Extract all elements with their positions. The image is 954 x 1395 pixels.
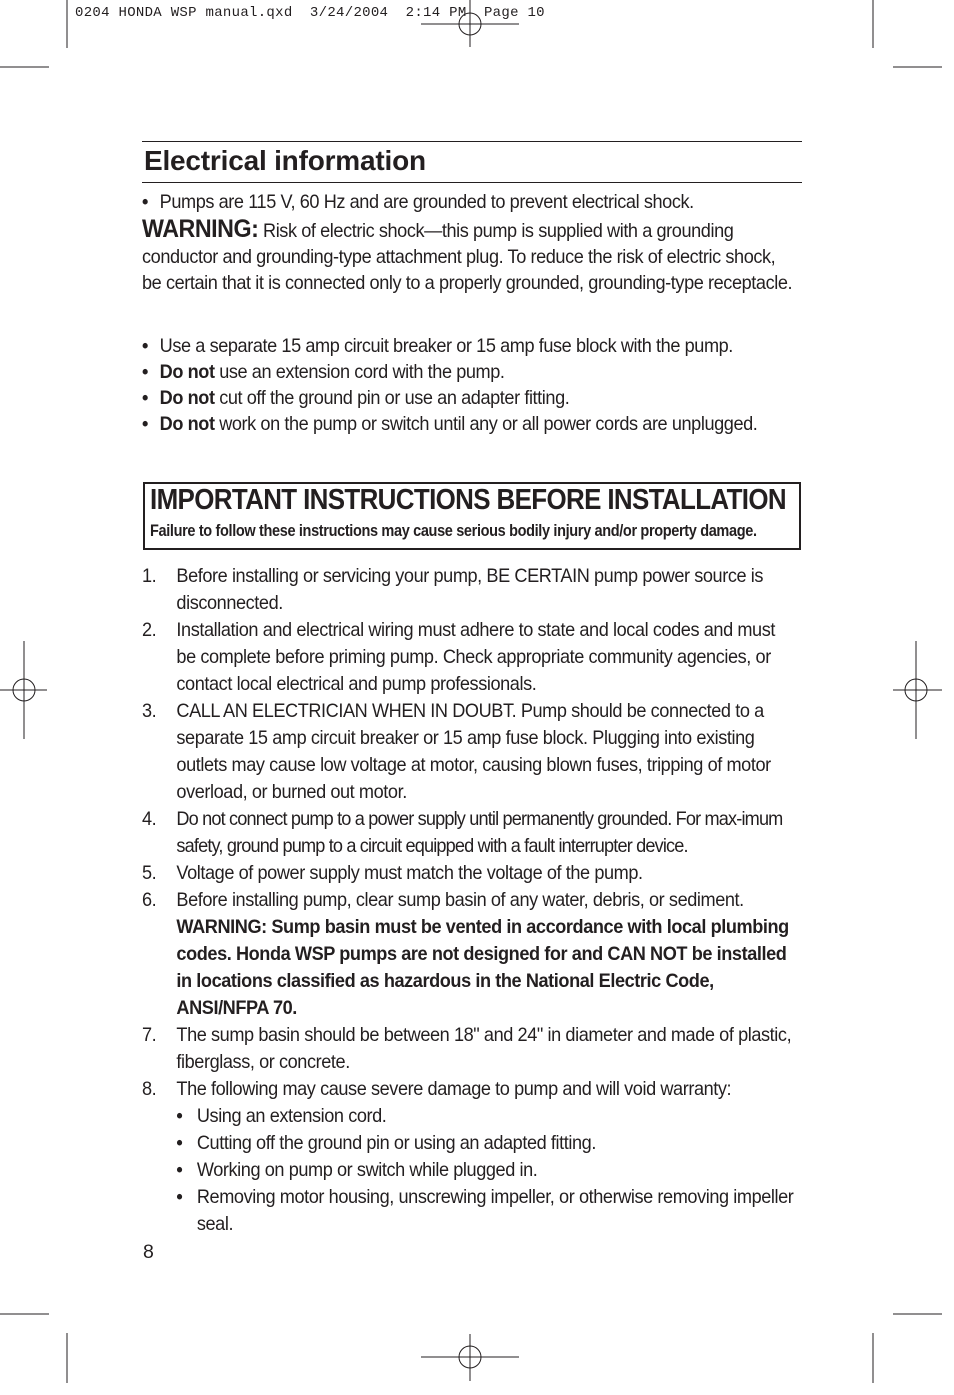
- step-item: [142, 860, 798, 887]
- list-item: [142, 385, 798, 411]
- list-item: [142, 411, 798, 437]
- step-item: [142, 698, 798, 806]
- installation-steps: [142, 563, 798, 1238]
- step-text: Do not connect pump to a power supply until permanently grounded. For max-imum safety, ground pump to a circuit equipped with a fault interrupter device.: [176, 808, 783, 857]
- step-item: [142, 1022, 798, 1076]
- bullet-icon: •: [142, 191, 148, 213]
- bullet-icon: •: [176, 1132, 183, 1154]
- intro-bullet-text: Pumps are 115 V, 60 Hz and are grounded to prevent electrical shock.: [159, 191, 694, 213]
- intro-bullet: [142, 189, 798, 215]
- print-slug: 0204 HONDA WSP manual.qxd 3/24/2004 2:14 PM Page 10: [75, 5, 545, 21]
- list-item-text: use an extension cord with the pump.: [214, 361, 505, 383]
- step-number: 8.: [142, 1078, 157, 1100]
- do-not-label: Do not: [159, 361, 215, 383]
- warranty-item: • Working on pump or switch while plugged in.: [176, 1157, 797, 1184]
- step-item: [142, 617, 798, 698]
- step-number: 2.: [142, 619, 157, 641]
- list-item-text: work on the pump or switch until any or all power cords are unplugged.: [214, 413, 758, 435]
- page-number: 8: [143, 1241, 154, 1263]
- list-item-text: Use a separate 15 amp circuit breaker or 15 amp fuse block with the pump.: [159, 335, 733, 357]
- bullet-icon: •: [142, 361, 148, 383]
- important-instructions-box: [143, 482, 801, 550]
- bullet-icon: •: [176, 1105, 183, 1127]
- warranty-item: • Removing motor housing, unscrewing impeller, or otherwise removing impeller seal.: [176, 1184, 797, 1238]
- bullet-icon: •: [176, 1159, 183, 1181]
- section-bottom-rule: [142, 182, 802, 183]
- electrical-intro: [142, 189, 798, 296]
- step-number: 3.: [142, 700, 157, 722]
- do-not-label: Do not: [159, 387, 215, 409]
- step-text: Installation and electrical wiring must adhere to state and local codes and must be complete before priming pump. Check appropriate community agencies, or contact local electrical and pump professionals.: [176, 619, 775, 695]
- warning-text: Risk of electric shock—this pump is supplied with a grounding conductor and grounding-type attachment plug. To reduce the risk of electric shock, be certain that it is connected only to a properly grounded, grounding-type receptacle.: [142, 220, 793, 294]
- bullet-icon: •: [142, 413, 148, 435]
- step-text: Before installing or servicing your pump, BE CERTAIN pump power source is disconnected.: [176, 565, 764, 614]
- sump-warning: WARNING: Sump basin must be vented in accordance with local plumbing codes. Honda WSP pumps are not designed for and CAN NOT be installed in locations classified as hazardous in the National Electric Code, ANSI/NFPA 70.: [176, 916, 789, 1019]
- list-item-text: cut off the ground pin or use an adapter fitting.: [214, 387, 570, 409]
- step-text: The sump basin should be between 18" and 24" in diameter and made of plastic, fiberglass, or concrete.: [176, 1024, 792, 1073]
- warning-label: WARNING:: [142, 215, 259, 243]
- step-number: 5.: [142, 862, 157, 884]
- list-item: [142, 359, 798, 385]
- section-top-rule: [142, 141, 802, 142]
- bullet-icon: •: [142, 335, 148, 357]
- electrical-bullets: [142, 333, 798, 437]
- step-text: Voltage of power supply must match the voltage of the pump.: [176, 862, 643, 884]
- step-text: The following may cause severe damage to pump and will void warranty:: [176, 1078, 732, 1100]
- notice-subtitle: Failure to follow these instructions may cause serious bodily injury and/or property damage.: [150, 522, 757, 540]
- notice-title: IMPORTANT INSTRUCTIONS BEFORE INSTALLATION: [150, 484, 787, 516]
- step-number: 6.: [142, 889, 157, 911]
- shock-warning: [142, 216, 798, 296]
- step-item: [142, 806, 798, 860]
- do-not-label: Do not: [159, 413, 215, 435]
- step-text: CALL AN ELECTRICIAN WHEN IN DOUBT. Pump should be connected to a separate 15 amp circuit breaker or 15 amp fuse block. Plugging into existing outlets may cause low voltage at motor, causing blown fuses, tripping of motor overload, or burned out motor.: [176, 700, 771, 803]
- bullet-icon: •: [176, 1186, 183, 1208]
- step-item: [142, 887, 798, 1022]
- section-title: Electrical information: [144, 145, 426, 176]
- step-item: [142, 563, 798, 617]
- list-item: [142, 333, 798, 359]
- warranty-item: • Using an extension cord.: [176, 1103, 797, 1130]
- step-text: Before installing pump, clear sump basin of any water, debris, or sediment.: [176, 889, 744, 911]
- step-number: 1.: [142, 565, 157, 587]
- step-number: 7.: [142, 1024, 157, 1046]
- step-item: [142, 1076, 798, 1238]
- warranty-item: • Cutting off the ground pin or using an adapted fitting.: [176, 1130, 797, 1157]
- step-number: 4.: [142, 808, 157, 830]
- bullet-icon: •: [142, 387, 148, 409]
